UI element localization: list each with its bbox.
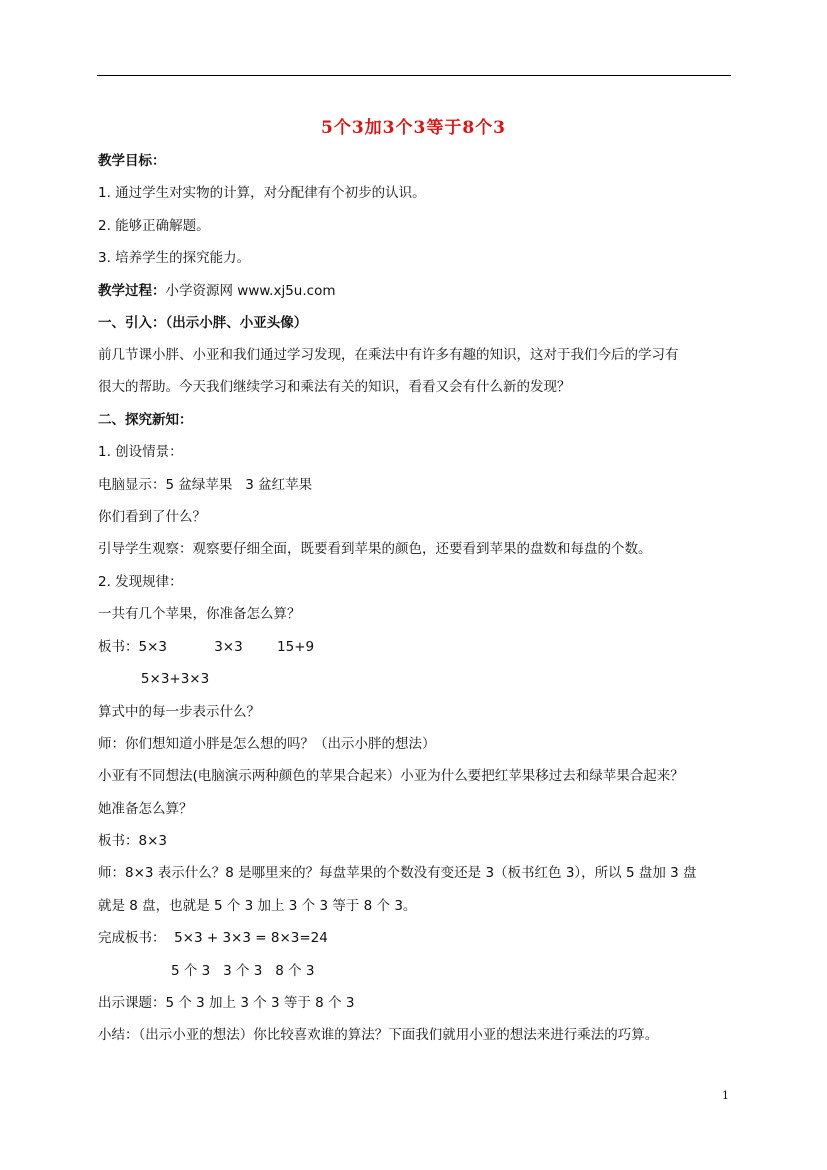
xiaoya-line-1: 小亚有不同想法(电脑演示两种颜色的苹果合起来）小亚为什么要把红苹果移过去和绿苹果合起来？ [98,768,684,784]
question-seen: 你们看到了什么？ [98,509,206,525]
process-line [98,282,335,300]
teacher-2-line-2: 就是 8 盘，也就是 5 个 3 加上 3 个 3 等于 8 个 3。 [98,898,417,914]
board-3b: 5 个 3 3 个 3 8 个 3 [98,963,315,979]
step-2: 2. 发现规律： [98,574,183,590]
question-meaning: 算式中的每一步表示什么？ [98,704,260,720]
board-3: 完成板书： 5×3 + 3×3 = 8×3=24 [98,930,328,946]
objective-3: 3. 培养学生的探究能力。 [98,250,251,266]
objectives-heading: 教学目标： [98,153,166,169]
objective-1: 1. 通过学生对实物的计算，对分配律有个初步的认识。 [98,185,426,201]
topic-line: 出示课题：5 个 3 加上 3 个 3 等于 8 个 3 [98,995,355,1011]
board-1: 板书：5×3 3×3 15+9 [98,639,315,655]
intro-paragraph-line-2: 很大的帮助。今天我们继续学习和乘法有关的知识，看看又会有什么新的发现？ [98,379,571,395]
document-title: 5个3加3个3等于8个3 [321,118,506,138]
header-rule [97,75,731,76]
intro-paragraph-line-1: 前几节课小胖、小亚和我们通过学习发现，在乘法中有许多有趣的知识，这对于我们今后的学习有 [98,347,679,363]
page-number: 1 [722,1089,729,1102]
process-source: 小学资源网 www.xj5u.com [165,283,336,299]
guide-line: 引导学生观察：观察要仔细全面，既要看到苹果的颜色，还要看到苹果的盘数和每盘的个数。 [98,541,652,557]
teacher-2-line-1: 师：8×3 表示什么？8 是哪里来的？每盘苹果的个数没有变还是 3（板书红色 3），所以 5 盘加 3 盘 [98,865,697,881]
intro-heading: 一、引入：（出示小胖、小亚头像） [98,315,308,331]
xiaoya-line-2: 她准备怎么算？ [98,801,193,817]
process-heading: 教学过程： [98,283,166,299]
board-1b: 5×3+3×3 [98,671,210,687]
teacher-1: 师：你们想知道小胖是怎么想的吗？（出示小胖的想法） [98,736,436,752]
objective-2: 2. 能够正确解题。 [98,218,210,234]
question-how: 一共有几个苹果，你准备怎么算？ [98,606,301,622]
summary-line: 小结：（出示小亚的想法）你比较喜欢谁的算法？下面我们就用小亚的想法来进行乘法的巧算。 [98,1027,659,1043]
step-1: 1. 创设情景： [98,444,183,460]
computer-show: 电脑显示：5 盆绿苹果 3 盆红苹果 [98,477,313,493]
board-2: 板书：8×3 [98,833,167,849]
explore-heading: 二、探究新知： [98,412,193,428]
